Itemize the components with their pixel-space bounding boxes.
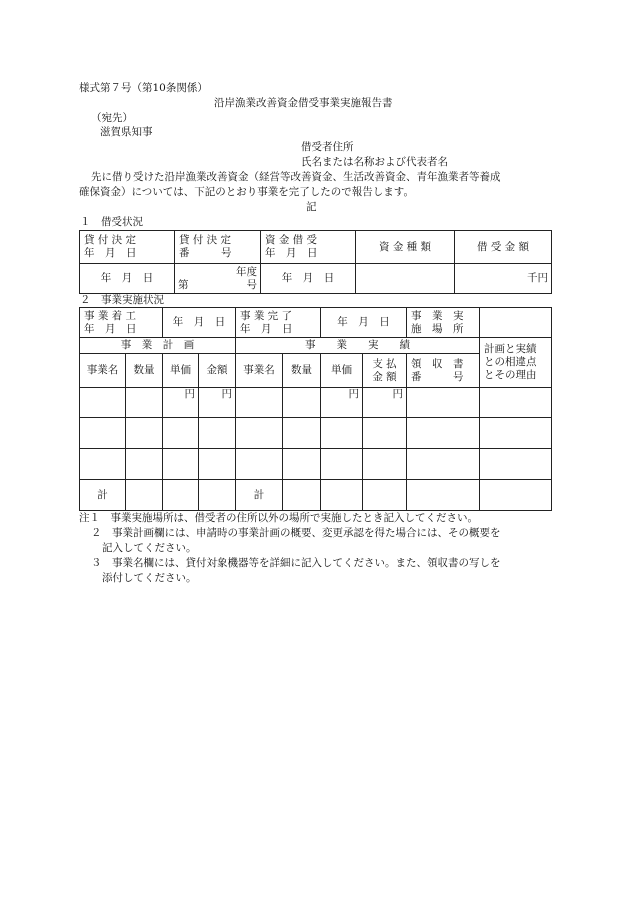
- loan-status-table: [79, 230, 552, 294]
- borrower-address-label: 借受者住所: [301, 141, 354, 153]
- value-decision-number: 年度 第 号: [175, 264, 261, 294]
- header-decision-date: 貸 付 決 定 年 月 日: [80, 231, 175, 264]
- plan-amount-unit: 円: [199, 388, 236, 418]
- col-result-qty: 数量: [283, 354, 321, 388]
- note-3-line-2: 添付してください。: [102, 572, 197, 584]
- result-paid-unit: 円: [363, 388, 407, 418]
- col-result-name: 事業名: [236, 354, 283, 388]
- table-row: [80, 449, 552, 480]
- section1-heading: １ 借受状況: [80, 216, 143, 228]
- addressee: 滋賀県知事: [100, 126, 153, 138]
- table-row: [80, 388, 552, 418]
- addressee-label: （宛先）: [91, 112, 133, 124]
- plan-header: 事 業 計 画: [80, 338, 236, 354]
- result-header: 事 業 実 績: [236, 338, 480, 354]
- plan-total-label: 計: [80, 480, 126, 511]
- header-loan-amount: 借 受 金 額: [455, 231, 552, 264]
- form-number: 様式第７号（第10条関係）: [79, 82, 208, 94]
- value-loan-date: 年 月 日: [261, 264, 356, 294]
- result-total-label: 計: [236, 480, 283, 511]
- note-2-line-1: ２ 事業計画欄には、申請時の事業計画の概要、変更承認を得た場合には、その概要を: [91, 527, 501, 539]
- implementation-table: [79, 307, 552, 511]
- table-row: [80, 418, 552, 449]
- col-plan-amount: 金額: [199, 354, 236, 388]
- col-plan-qty: 数量: [126, 354, 163, 388]
- place-value: [480, 308, 552, 338]
- value-decision-date: 年 月 日: [80, 264, 175, 294]
- place-label: 事 業 実 施 場 所: [407, 308, 480, 338]
- value-loan-amount: 千円: [455, 264, 552, 294]
- end-date-value: 年 月 日: [321, 308, 407, 338]
- header-loan-date: 資 金 借 受 年 月 日: [261, 231, 356, 264]
- result-price-unit: 円: [321, 388, 363, 418]
- col-plan-name: 事業名: [80, 354, 126, 388]
- header-decision-number: 貸 付 決 定 番 号: [175, 231, 261, 264]
- col-result-paid: 支 払 金 額: [363, 354, 407, 388]
- total-row: [80, 480, 552, 511]
- ki-label: 記: [306, 201, 317, 213]
- start-date-value: 年 月 日: [163, 308, 236, 338]
- col-result-price: 単価: [321, 354, 363, 388]
- borrower-name-label: 氏名または名称および代表者名: [301, 156, 448, 168]
- note-1: 注１ 事業実施場所は、借受者の住所以外の場所で実施したとき記入してください。: [79, 512, 478, 524]
- value-fund-type: [356, 264, 455, 294]
- col-plan-price: 単価: [163, 354, 199, 388]
- intro-line-2: 確保資金）については、下記のとおり事業を完了したので報告します。: [79, 186, 414, 198]
- start-date-label: 事 業 着 工 年 月 日: [80, 308, 163, 338]
- end-date-label: 事 業 完 了 年 月 日: [236, 308, 321, 338]
- plan-price-unit: 円: [163, 388, 199, 418]
- section2-heading: ２ 事業実施状況: [80, 294, 164, 306]
- note-2-line-2: 記入してください。: [102, 542, 197, 554]
- difference-header: 計画と実績 との相違点 とその理由: [480, 338, 552, 388]
- header-fund-type: 資 金 種 類: [356, 231, 455, 264]
- intro-line-1: 先に借り受けた沿岸漁業改善資金（経営等改善資金、生活改善資金、青年漁業者等養成: [91, 171, 501, 183]
- document-title: 沿岸漁業改善資金借受事業実施報告書: [214, 97, 393, 109]
- col-result-receipt: 領 収 書 番 号: [407, 354, 480, 388]
- note-3-line-1: ３ 事業名欄には、貸付対象機器等を詳細に記入してください。また、領収書の写しを: [91, 557, 501, 569]
